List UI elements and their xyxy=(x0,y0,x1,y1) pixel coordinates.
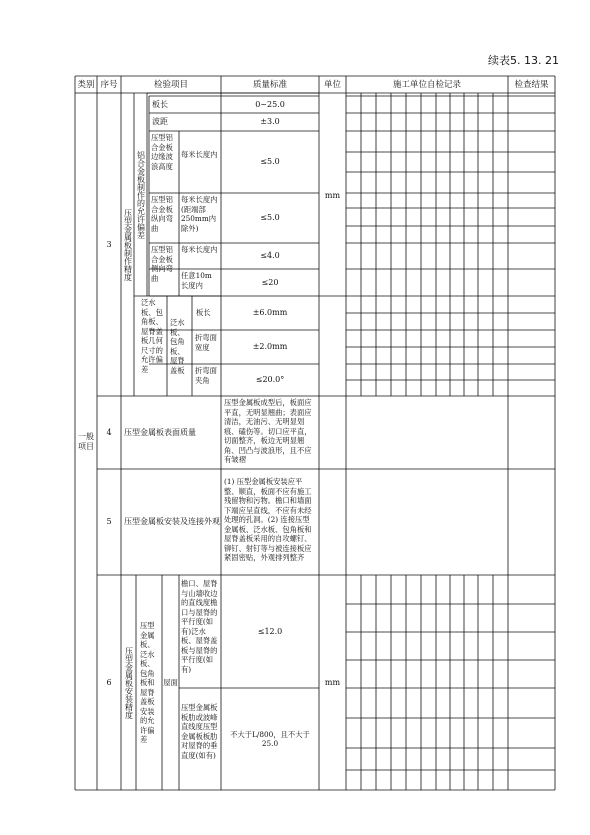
item3-side-bend-desc1: 每米长度内 xyxy=(181,245,218,254)
item4-number: 4 xyxy=(106,427,112,437)
item3-edge-wave-type: 压型铝合金板边缘波浪高度 xyxy=(151,133,173,171)
header-item: 检验项目 xyxy=(153,79,188,90)
item5-number: 5 xyxy=(106,517,112,526)
item4-name: 压型金属板表面质量 xyxy=(124,427,196,437)
item6-number: 6 xyxy=(106,677,112,687)
item3-wave-pitch: 波距 xyxy=(152,117,168,126)
item3-long-bend-std: ≤5.0 xyxy=(260,213,280,222)
item6-unit: mm xyxy=(324,677,341,687)
header-record: 施工单位自检记录 xyxy=(392,79,461,90)
item6-group: 压型金属板安装精度 xyxy=(124,646,134,719)
item3-side-bend-std1: ≤4.0 xyxy=(260,251,280,260)
item3-edge-wave-desc: 每米长度内 xyxy=(181,150,218,159)
item6-desc2: 压型金属板板肋或波峰直线度压型金属板板肋对屋脊的垂直度(如有) xyxy=(181,703,218,760)
item3-fl-fold-width-std: ±2.0mm xyxy=(252,342,288,351)
item3-board-length: 板长 xyxy=(152,99,168,109)
item3-wave-pitch-std: ±3.0 xyxy=(260,117,280,126)
item3-unit: mm xyxy=(324,191,341,200)
item3-side-bend-std2: ≤20 xyxy=(261,277,279,287)
item3-side-bend-desc2: 任意10m长度内 xyxy=(181,271,212,290)
item3-group: 压型金属板制作精度 xyxy=(123,208,133,281)
item3-fl-fold-angle-std: ≤20.0° xyxy=(255,375,285,384)
header-unit: 单位 xyxy=(323,79,341,90)
item3-long-bend-desc: 每米长度内(距端部250mm内除外) xyxy=(181,195,218,233)
item3-fl-fold-angle: 折弯面夹角 xyxy=(195,366,217,385)
item3-flashing-type: 泛水板、包角板、屋脊盖板 xyxy=(170,318,185,375)
item6-std2: 不大于L/800，且不大于25.0 xyxy=(230,729,310,748)
header-category: 类别 xyxy=(77,79,95,90)
header-result: 检查结果 xyxy=(514,79,549,90)
item4-standard: 压型金属板成型后，板面应平直，无明显翘曲；表面应清洁，无油污、无明显划痕、磕伤等。切口应平直，切面整齐，板边无明显翘角、凹凸与波浪形，且不应有皱褶 xyxy=(224,398,312,464)
header-standard: 质量标准 xyxy=(252,79,287,90)
item3-side-bend-type: 压型铝合金板侧向弯曲 xyxy=(151,245,173,283)
item3-board-length-std: 0~25.0 xyxy=(255,99,285,109)
item3-fl-fold-width: 折弯面宽度 xyxy=(195,333,217,352)
header-seq: 序号 xyxy=(100,79,118,90)
item5-standard: (1) 压型金属板安装应平整、顺直，板面不应有施工残留物和污物。檐口和墙面下端应呈直线，不应有未经处理的孔洞。(2) 连接压型金属板、泛水板、包角板和屋脊盖板采用的自攻螺钉、铆钉、射钉等与被连接板应紧固密贴，外观排列整齐 xyxy=(224,477,312,562)
item3-fl-length: 板长 xyxy=(196,308,211,318)
item3-flashing-group: 泛水板、包角板、屋脊盖板几何尺寸的允许偏差 xyxy=(141,298,163,374)
item3-edge-wave-std: ≤5.0 xyxy=(260,157,280,166)
item3-al-group: 铝合金板制作的允许偏差 xyxy=(136,150,146,239)
item6-roof: 屋面 xyxy=(163,677,178,687)
table-caption: 续表5. 13. 21 xyxy=(488,54,559,67)
item6-std1: ≤12.0 xyxy=(257,626,283,636)
item3-long-bend-type: 压型铝合金板纵向弯曲 xyxy=(151,195,173,233)
item6-sub: 压型金属板、泛水板、包角板和屋脊盖板安装的允许偏差 xyxy=(140,621,155,744)
item6-desc1: 檐口、屋脊与山墙收边的直线度檐口与屋脊的平行度(如有)泛水板、屋脊盖板与屋脊的平行度(如有) xyxy=(181,579,218,674)
item3-number: 3 xyxy=(106,239,112,249)
category-general: 一般项目 xyxy=(78,431,94,451)
item3-fl-length-std: ±6.0mm xyxy=(252,308,288,317)
item5-name: 压型金属板安装及连接外观 xyxy=(124,517,220,526)
